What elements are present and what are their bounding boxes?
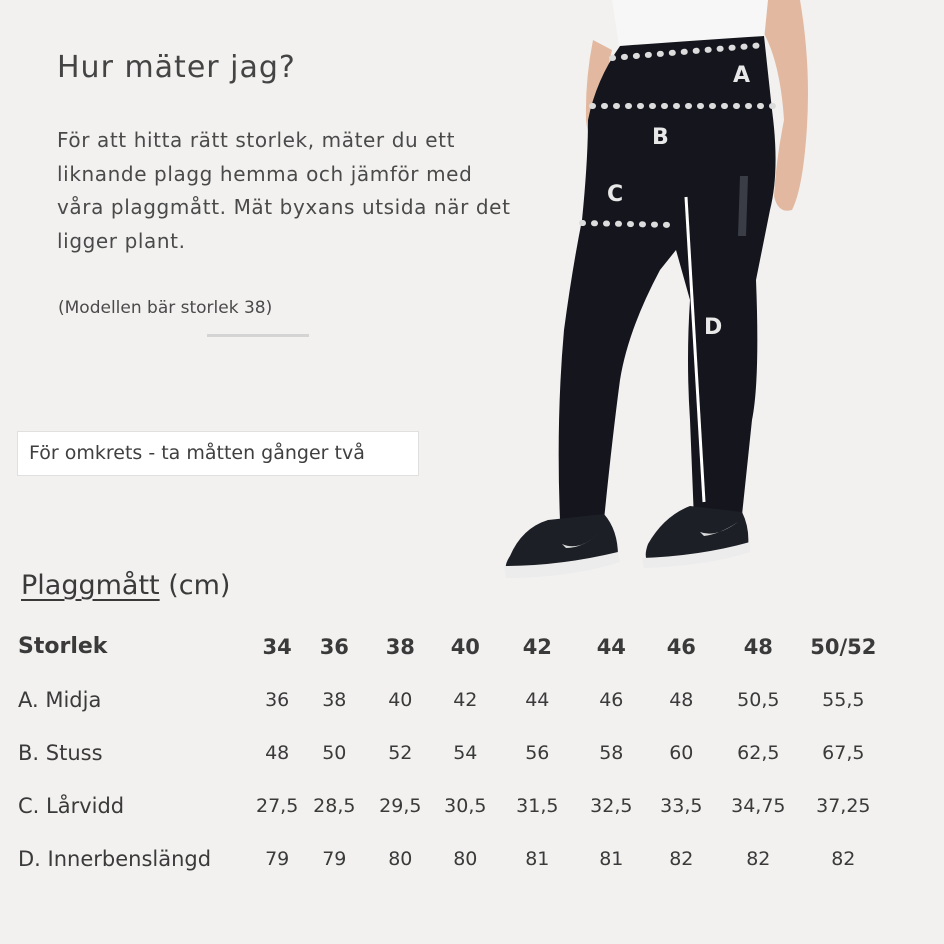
size-header: 46 [666,634,696,659]
row-label: A. Midja [18,687,102,712]
table-cell: 27,5 [256,794,299,817]
table-cell: 79 [265,847,290,870]
size-header: 38 [385,634,415,659]
table-cell: 79 [322,847,347,870]
marker-c: C [607,182,624,207]
table-cell: 46 [599,688,624,711]
table-row [18,673,884,726]
model-measurement-figure [490,0,944,590]
size-header: 44 [596,634,626,659]
table-cell: 82 [746,847,771,870]
table-cell: 33,5 [660,794,703,817]
table-cell: 48 [669,688,694,711]
row-label: B. Stuss [18,740,103,765]
table-cell: 52 [388,741,413,764]
table-cell: 50 [322,741,347,764]
table-cell: 37,25 [816,794,871,817]
table-row [18,832,884,885]
table-title [21,570,230,601]
table-cell: 31,5 [516,794,559,817]
marker-d: D [704,315,723,340]
table-cell: 36 [265,688,290,711]
table-title-main: Plaggmått [21,570,160,601]
circumference-note: För omkrets - ta måtten gånger två [17,431,419,476]
row-label: D. Innerbenslängd [18,846,212,871]
table-cell: 42 [453,688,478,711]
size-header: 48 [743,634,773,659]
marker-b: B [652,125,669,150]
table-cell: 29,5 [379,794,422,817]
divider [207,334,309,337]
table-cell: 56 [525,741,550,764]
table-row [18,779,884,832]
table-cell: 30,5 [444,794,487,817]
size-header: 34 [262,634,292,659]
table-cell: 55,5 [822,688,865,711]
table-cell: 44 [525,688,550,711]
marker-a: A [733,63,751,88]
table-cell: 38 [322,688,347,711]
table-cell: 80 [388,847,413,870]
table-cell: 48 [265,741,290,764]
size-header: 36 [319,634,349,659]
header-size-label: Storlek [18,634,108,659]
table-cell: 82 [669,847,694,870]
table-cell: 50,5 [737,688,780,711]
table-cell: 67,5 [822,741,865,764]
model-size-note: (Modellen bär storlek 38) [58,298,273,318]
size-header: 40 [450,634,480,659]
size-header: 42 [522,634,552,659]
table-cell: 81 [525,847,550,870]
size-table [18,620,884,885]
table-cell: 81 [599,847,624,870]
table-cell: 54 [453,741,478,764]
intro-text: För att hitta rätt storlek, mäter du ett liknande plagg hemma och jämför med våra plaggmått. Mät byxans utsida när det ligger plant. [57,128,511,253]
table-cell: 58 [599,741,624,764]
table-cell: 34,75 [731,794,786,817]
table-cell: 28,5 [313,794,356,817]
table-cell: 80 [453,847,478,870]
table-cell: 40 [388,688,413,711]
table-title-unit: (cm) [168,570,231,601]
table-cell: 82 [831,847,856,870]
size-header: 50/52 [810,634,877,659]
row-label: C. Lårvidd [18,793,125,818]
page-title: Hur mäter jag? [57,50,296,85]
table-header-row [18,620,884,673]
table-cell: 62,5 [737,741,780,764]
table-row [18,726,884,779]
table-cell: 32,5 [590,794,633,817]
table-cell: 60 [669,741,694,764]
